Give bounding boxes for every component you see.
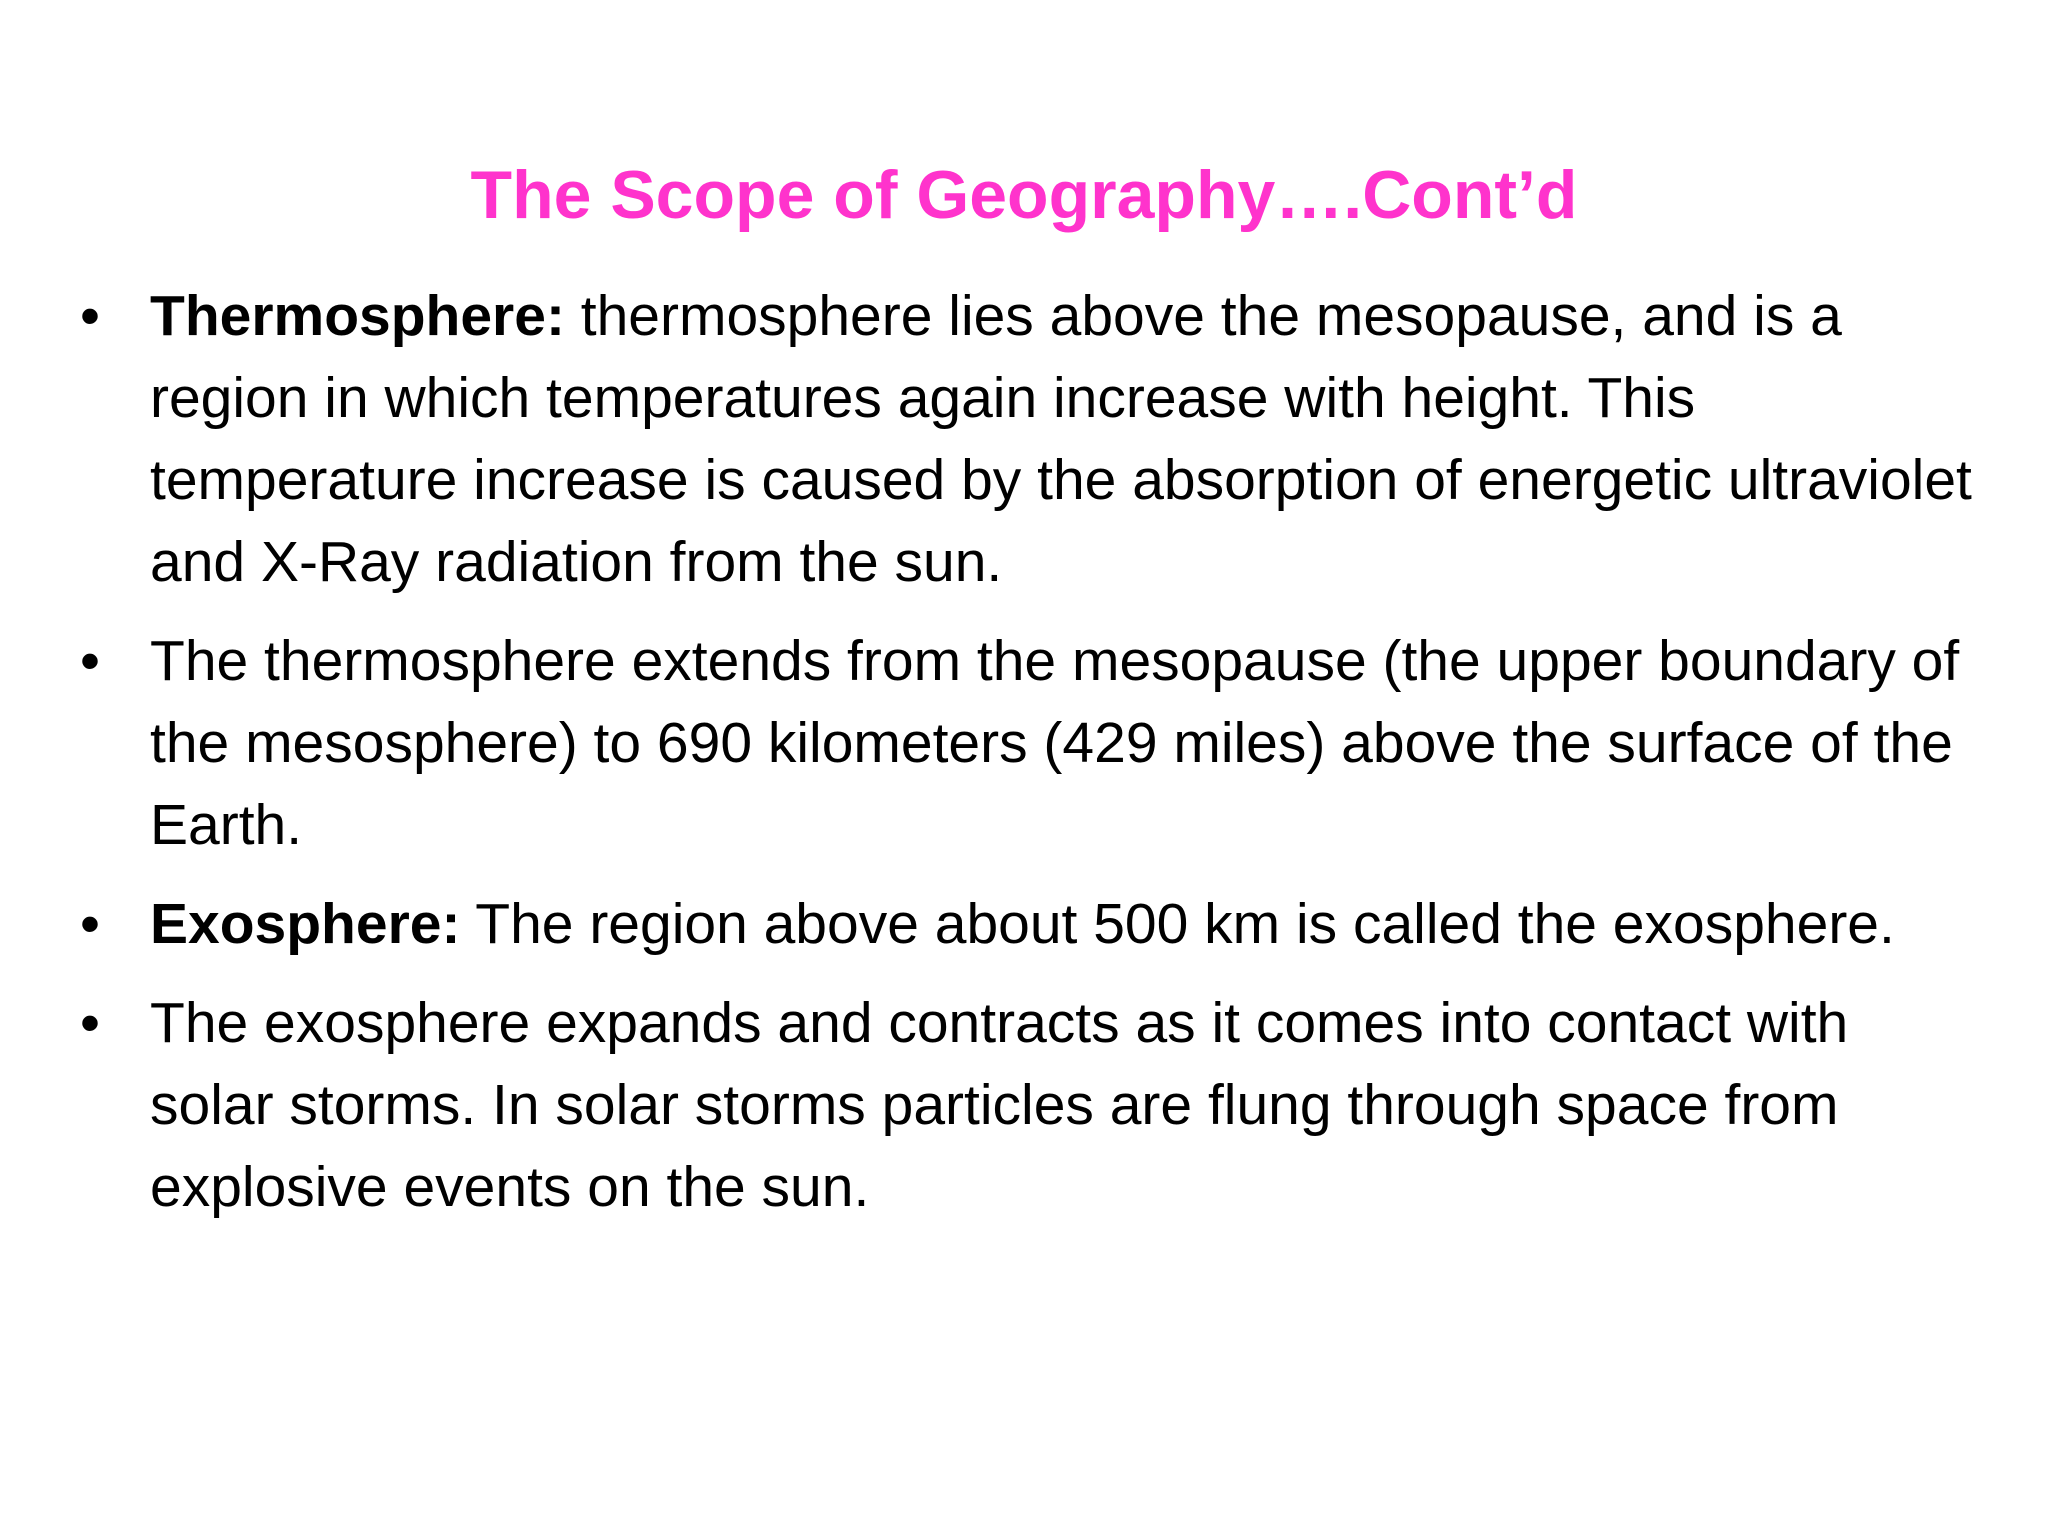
bullet-item-exosphere <box>80 883 1980 965</box>
bullet-item-thermosphere <box>80 275 1980 603</box>
bullet-icon: • <box>80 629 100 693</box>
bullet-text: thermosphere lies above the mesopause, and is a region in which temperatures again increase with height. This temperature increase is caused by the absorption of energetic ultraviolet and X-Ray radiation from the sun. <box>150 284 1972 594</box>
bullet-icon: • <box>80 284 100 348</box>
bullet-item-exosphere-solar-storms <box>80 982 1980 1228</box>
bullet-term: Exosphere: <box>150 892 461 956</box>
bullet-icon: • <box>80 892 100 956</box>
bullet-text: The exosphere expands and contracts as it comes into contact with solar storms. In solar storms particles are flung through space from explosive events on the sun. <box>150 991 1849 1219</box>
bullet-text: The region above about 500 km is called the exosphere. <box>460 892 1895 956</box>
bullet-list <box>80 275 1980 1245</box>
bullet-term: Thermosphere: <box>150 284 565 348</box>
bullet-item-thermosphere-extent <box>80 620 1980 866</box>
bullet-text: The thermosphere extends from the mesopause (the upper boundary of the mesosphere) to 690 kilometers (429 miles) above the surface of the Earth. <box>150 629 1960 857</box>
bullet-icon: • <box>80 991 100 1055</box>
slide-title: The Scope of Geography….Cont’d <box>470 157 1578 233</box>
